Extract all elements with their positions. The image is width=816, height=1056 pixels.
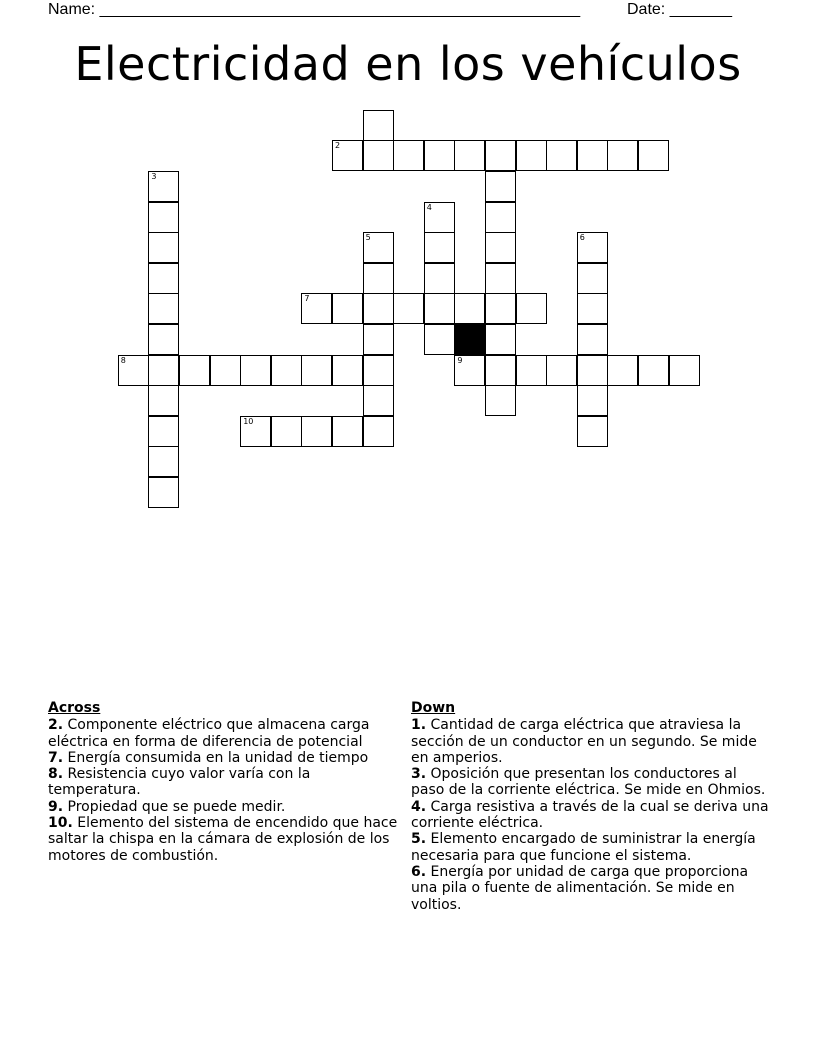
- clue-number-label: 2.: [48, 717, 64, 734]
- crossword-block-cell: [454, 324, 485, 355]
- clue-number-label: 5.: [411, 831, 427, 848]
- clue-number: 3: [151, 172, 157, 181]
- clue-number-label: 9.: [48, 798, 64, 815]
- crossword-cell[interactable]: [424, 324, 455, 355]
- crossword-cell[interactable]: [332, 416, 363, 447]
- crossword-cell[interactable]: [516, 293, 547, 324]
- clue-text: Oposición que presentan los conductores al paso de la corriente eléctrica. Se mide en Ohmios.: [411, 766, 766, 799]
- down-clue-1: [411, 717, 771, 766]
- crossword-cell[interactable]: [546, 140, 577, 171]
- crossword-cell[interactable]: [332, 355, 363, 386]
- crossword-cell[interactable]: [485, 140, 516, 171]
- date-field-label: Date: _______: [627, 1, 732, 18]
- name-field-label: Name: ______________________________________________________: [48, 1, 581, 18]
- crossword-cell[interactable]: [485, 263, 516, 294]
- crossword-cell[interactable]: [301, 293, 332, 324]
- crossword-cell[interactable]: [577, 263, 608, 294]
- crossword-cell[interactable]: [424, 140, 455, 171]
- clue-number: 10: [243, 416, 254, 426]
- across-clues: [48, 700, 398, 864]
- crossword-cell[interactable]: [179, 355, 210, 386]
- crossword-cell[interactable]: [148, 324, 179, 355]
- clue-number: 7: [304, 294, 310, 304]
- clue-number-label: 8.: [48, 766, 64, 783]
- across-clue-9: [48, 799, 398, 815]
- clue-number-label: 3.: [411, 766, 427, 783]
- down-clue-6: [411, 864, 771, 913]
- crossword-cell[interactable]: [577, 324, 608, 355]
- crossword-cell[interactable]: [363, 416, 394, 447]
- crossword-cell[interactable]: [148, 355, 179, 386]
- clue-text: Propiedad que se puede medir.: [63, 798, 286, 815]
- crossword-cell[interactable]: [638, 140, 669, 171]
- crossword-cell[interactable]: [485, 202, 516, 233]
- crossword-cell[interactable]: [118, 355, 149, 386]
- crossword-cell[interactable]: [424, 293, 455, 324]
- clue-number: 5: [365, 233, 371, 243]
- crossword-cell[interactable]: [607, 140, 638, 171]
- crossword-cell[interactable]: [148, 446, 179, 477]
- down-clue-5: [411, 831, 771, 864]
- crossword-cell[interactable]: [485, 293, 516, 324]
- down-heading: Down: [411, 700, 456, 716]
- crossword-cell[interactable]: [363, 140, 394, 171]
- crossword-cell[interactable]: [424, 232, 455, 263]
- crossword-cell[interactable]: [516, 140, 547, 171]
- crossword-cell[interactable]: [148, 202, 179, 233]
- down-clues: [411, 700, 771, 913]
- crossword-cell[interactable]: [148, 477, 179, 508]
- crossword-cell[interactable]: [240, 355, 271, 386]
- clue-number: 2: [335, 141, 341, 151]
- crossword-cell[interactable]: [210, 355, 241, 386]
- crossword-cell[interactable]: [424, 202, 455, 233]
- crossword-cell[interactable]: [393, 140, 424, 171]
- across-clue-7: [48, 750, 398, 766]
- crossword-cell[interactable]: [363, 293, 394, 324]
- clue-number-label: 1.: [411, 717, 427, 734]
- crossword-grid: [0, 0, 816, 520]
- crossword-cell[interactable]: [301, 355, 332, 386]
- down-clue-3: [411, 766, 771, 799]
- across-heading: Across: [48, 700, 101, 716]
- clue-number-label: 6.: [411, 863, 427, 880]
- crossword-cell[interactable]: [148, 263, 179, 294]
- crossword-cell[interactable]: [148, 293, 179, 324]
- clue-text: Elemento del sistema de encendido que hace saltar la chispa en la cámara de explosión de los motores de combustión.: [48, 815, 398, 864]
- crossword-cell[interactable]: [638, 355, 669, 386]
- crossword-cell[interactable]: [363, 355, 394, 386]
- clue-number: 6: [579, 233, 585, 243]
- crossword-cell[interactable]: [148, 171, 179, 202]
- crossword-cell[interactable]: [271, 355, 302, 386]
- crossword-cell[interactable]: [454, 355, 485, 386]
- crossword-cell[interactable]: [454, 140, 485, 171]
- crossword-cell[interactable]: [148, 416, 179, 447]
- clue-number-label: 4.: [411, 798, 427, 815]
- crossword-cell[interactable]: [577, 385, 608, 416]
- crossword-cell[interactable]: [607, 355, 638, 386]
- crossword-cell[interactable]: [454, 293, 485, 324]
- crossword-cell[interactable]: [516, 355, 547, 386]
- clue-number-label: 7.: [48, 749, 64, 766]
- clue-text: Energía por unidad de carga que proporciona una pila o fuente de alimentación. Se mide en voltios.: [411, 863, 749, 913]
- crossword-cell[interactable]: [485, 324, 516, 355]
- crossword-cell[interactable]: [148, 232, 179, 263]
- crossword-cell[interactable]: [363, 263, 394, 294]
- crossword-cell[interactable]: [485, 355, 516, 386]
- clue-number: 4: [426, 202, 432, 212]
- clue-text: Carga resistiva a través de la cual se deriva una corriente eléctrica.: [411, 798, 769, 832]
- across-clue-2: [48, 717, 398, 750]
- crossword-cell[interactable]: [363, 324, 394, 355]
- crossword-cell[interactable]: [577, 232, 608, 263]
- crossword-cell[interactable]: [148, 385, 179, 416]
- clue-text: Cantidad de carga eléctrica que atraviesa la sección de un conductor en un segundo. Se mide en amperios.: [411, 717, 757, 766]
- across-clue-10: [48, 815, 398, 864]
- page-title: Electricidad en los vehículos: [74, 37, 742, 91]
- crossword-cell[interactable]: [577, 416, 608, 447]
- across-clue-8: [48, 766, 398, 799]
- crossword-cell[interactable]: [271, 416, 302, 447]
- crossword-cell[interactable]: [577, 293, 608, 324]
- crossword-cell[interactable]: [363, 385, 394, 416]
- crossword-cell[interactable]: [363, 110, 394, 141]
- crossword-cell[interactable]: [485, 232, 516, 263]
- clue-text: Energía consumida en la unidad de tiempo: [63, 749, 369, 766]
- clue-number: 9: [457, 355, 463, 365]
- crossword-cell[interactable]: [577, 355, 608, 386]
- crossword-cell[interactable]: [669, 355, 700, 386]
- clue-text: Resistencia cuyo valor varía con la temperatura.: [48, 766, 311, 799]
- crossword-cell[interactable]: [485, 385, 516, 416]
- crossword-cell[interactable]: [424, 263, 455, 294]
- clue-number-label: 10.: [48, 815, 73, 832]
- crossword-cell[interactable]: [363, 232, 394, 263]
- crossword-cell[interactable]: [332, 293, 363, 324]
- clue-text: Componente eléctrico que almacena carga eléctrica en forma de diferencia de potencial: [48, 717, 370, 750]
- down-clue-4: [411, 799, 771, 832]
- crossword-cell[interactable]: [485, 171, 516, 202]
- crossword-cell[interactable]: [393, 293, 424, 324]
- crossword-cell[interactable]: [546, 355, 577, 386]
- clue-text: Elemento encargado de suministrar la energía necesaria para que funcione el sistema.: [411, 831, 756, 864]
- crossword-cell[interactable]: [577, 140, 608, 171]
- crossword-cell[interactable]: [301, 416, 332, 447]
- clue-number: 8: [120, 355, 126, 365]
- crossword-cell[interactable]: [240, 416, 271, 447]
- crossword-cell[interactable]: [332, 140, 363, 171]
